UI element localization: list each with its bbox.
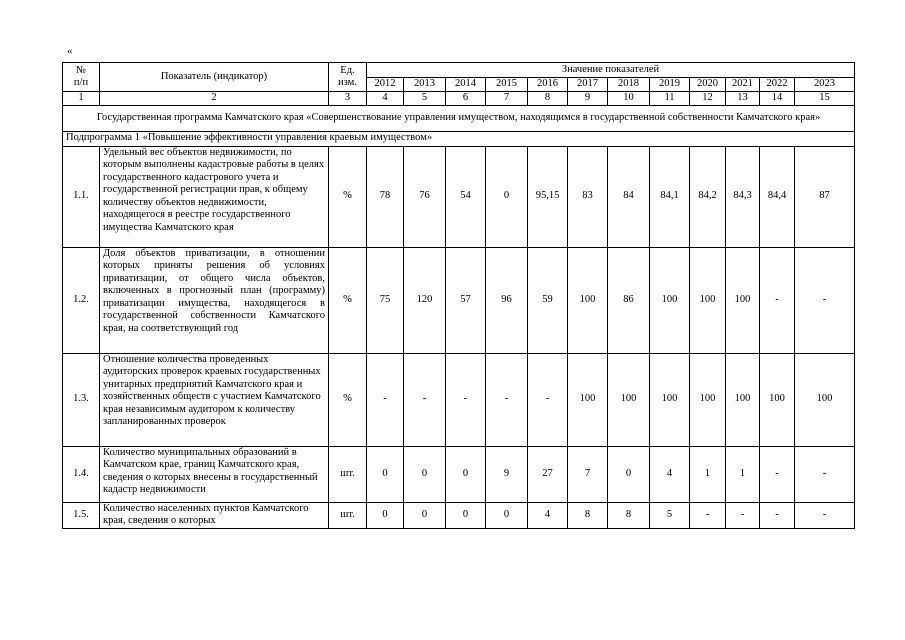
value-2012: -	[367, 353, 404, 446]
column-number-13: 13	[726, 92, 760, 106]
year-2021: 2021	[726, 78, 760, 92]
program-row	[63, 105, 855, 131]
value-2012: 0	[367, 502, 404, 528]
row-number: 1.3.	[63, 353, 100, 446]
column-number-14: 14	[760, 92, 795, 106]
value-2016: 59	[528, 247, 568, 353]
value-2016: -	[528, 353, 568, 446]
year-2013: 2013	[404, 78, 446, 92]
value-2021: -	[726, 502, 760, 528]
value-2012: 0	[367, 446, 404, 502]
row-unit: шт.	[329, 502, 367, 528]
value-2014: 57	[446, 247, 486, 353]
value-2018: 0	[608, 446, 650, 502]
column-number-2: 2	[100, 92, 329, 106]
column-number-1: 1	[63, 92, 100, 106]
year-2019: 2019	[650, 78, 690, 92]
value-2013: 76	[404, 146, 446, 247]
value-2017: 7	[568, 446, 608, 502]
subprogram-title: Подпрограмма 1 «Повышение эффективности управления краевым имуществом»	[63, 131, 855, 146]
row-indicator: Доля объектов приватизации, в отношении которых приняты решения об условиях приватизации, от общего числа объектов, включенных в прогнозный план (программу) приватизации имущества, находящегося в государственной собственности Камчатского края, на соответствующий год	[100, 247, 329, 353]
value-2017: 83	[568, 146, 608, 247]
value-2022: -	[760, 446, 795, 502]
value-2023: 87	[795, 146, 855, 247]
row-indicator: Удельный вес объектов недвижимости, по которым выполнены кадастровые работы в целях государственного кадастрового учета и государственной регистрации прав, к общему количеству объектов недвижимости, находящегося в реестре государственного имущества Камчатского края	[100, 146, 329, 247]
header-num: № п/п	[63, 63, 100, 92]
value-2023: 100	[795, 353, 855, 446]
value-2022: 84,4	[760, 146, 795, 247]
value-2014: -	[446, 353, 486, 446]
value-2019: 100	[650, 247, 690, 353]
column-number-15: 15	[795, 92, 855, 106]
row-number: 1.2.	[63, 247, 100, 353]
value-2021: 84,3	[726, 146, 760, 247]
row-number: 1.4.	[63, 446, 100, 502]
header-values: Значение показателей	[367, 63, 855, 78]
year-2018: 2018	[608, 78, 650, 92]
value-2013: -	[404, 353, 446, 446]
value-2015: -	[486, 353, 528, 446]
row-indicator: Отношение количества проведенных аудиторских проверок краевых государственных унитарных предприятий Камчатского края и хозяйственных обществ с участием Камчатского края независимым аудитором к количеству запланированных проверок	[100, 353, 329, 446]
year-2016: 2016	[528, 78, 568, 92]
value-2019: 5	[650, 502, 690, 528]
value-2020: 100	[690, 247, 726, 353]
column-number-3: 3	[329, 92, 367, 106]
value-2013: 0	[404, 502, 446, 528]
table-row	[63, 247, 855, 353]
row-indicator: Количество населенных пунктов Камчатского края, сведения о которых	[100, 502, 329, 528]
value-2022: -	[760, 247, 795, 353]
value-2020: 100	[690, 353, 726, 446]
year-2020: 2020	[690, 78, 726, 92]
value-2020: -	[690, 502, 726, 528]
value-2018: 86	[608, 247, 650, 353]
value-2017: 8	[568, 502, 608, 528]
year-2022: 2022	[760, 78, 795, 92]
column-number-11: 11	[650, 92, 690, 106]
year-2014: 2014	[446, 78, 486, 92]
value-2018: 8	[608, 502, 650, 528]
value-2017: 100	[568, 247, 608, 353]
column-number-12: 12	[690, 92, 726, 106]
value-2020: 84,2	[690, 146, 726, 247]
value-2023: -	[795, 446, 855, 502]
indicators-table	[62, 62, 855, 529]
value-2012: 75	[367, 247, 404, 353]
row-number: 1.5.	[63, 502, 100, 528]
value-2015: 96	[486, 247, 528, 353]
value-2015: 0	[486, 146, 528, 247]
year-2017: 2017	[568, 78, 608, 92]
value-2016: 95,15	[528, 146, 568, 247]
row-indicator: Количество муниципальных образований в Камчатском крае, границ Камчатского края, сведения о которых внесены в государственный кадастр недвижимости	[100, 446, 329, 502]
value-2019: 4	[650, 446, 690, 502]
value-2018: 84	[608, 146, 650, 247]
value-2023: -	[795, 247, 855, 353]
value-2014: 0	[446, 502, 486, 528]
header-row-1	[63, 63, 855, 78]
value-2020: 1	[690, 446, 726, 502]
value-2013: 120	[404, 247, 446, 353]
value-2016: 27	[528, 446, 568, 502]
program-title: Государственная программа Камчатского края «Совершенствование управления имуществом, находящимся в государственной собственности Камчатского края»	[63, 105, 855, 131]
row-unit: шт.	[329, 446, 367, 502]
value-2016: 4	[528, 502, 568, 528]
value-2015: 0	[486, 502, 528, 528]
table-row	[63, 353, 855, 446]
table-row	[63, 502, 855, 528]
value-2019: 84,1	[650, 146, 690, 247]
value-2013: 0	[404, 446, 446, 502]
value-2015: 9	[486, 446, 528, 502]
column-number-8: 8	[528, 92, 568, 106]
column-number-5: 5	[404, 92, 446, 106]
row-unit: %	[329, 353, 367, 446]
subprogram-row	[63, 131, 855, 146]
year-2015: 2015	[486, 78, 528, 92]
value-2022: 100	[760, 353, 795, 446]
year-2023: 2023	[795, 78, 855, 92]
header-indicator: Показатель (индикатор)	[100, 63, 329, 92]
column-number-9: 9	[568, 92, 608, 106]
column-number-6: 6	[446, 92, 486, 106]
header-unit: Ед. изм.	[329, 63, 367, 92]
value-2023: -	[795, 502, 855, 528]
value-2021: 100	[726, 353, 760, 446]
value-2021: 100	[726, 247, 760, 353]
row-unit: %	[329, 146, 367, 247]
value-2014: 54	[446, 146, 486, 247]
value-2017: 100	[568, 353, 608, 446]
table-row	[63, 146, 855, 247]
value-2021: 1	[726, 446, 760, 502]
value-2012: 78	[367, 146, 404, 247]
column-number-7: 7	[486, 92, 528, 106]
value-2018: 100	[608, 353, 650, 446]
value-2019: 100	[650, 353, 690, 446]
opening-quote-mark: «	[67, 45, 73, 57]
value-2014: 0	[446, 446, 486, 502]
column-number-10: 10	[608, 92, 650, 106]
column-numbers-row	[63, 92, 855, 106]
column-number-4: 4	[367, 92, 404, 106]
table-row	[63, 446, 855, 502]
value-2022: -	[760, 502, 795, 528]
row-unit: %	[329, 247, 367, 353]
year-2012: 2012	[367, 78, 404, 92]
row-number: 1.1.	[63, 146, 100, 247]
